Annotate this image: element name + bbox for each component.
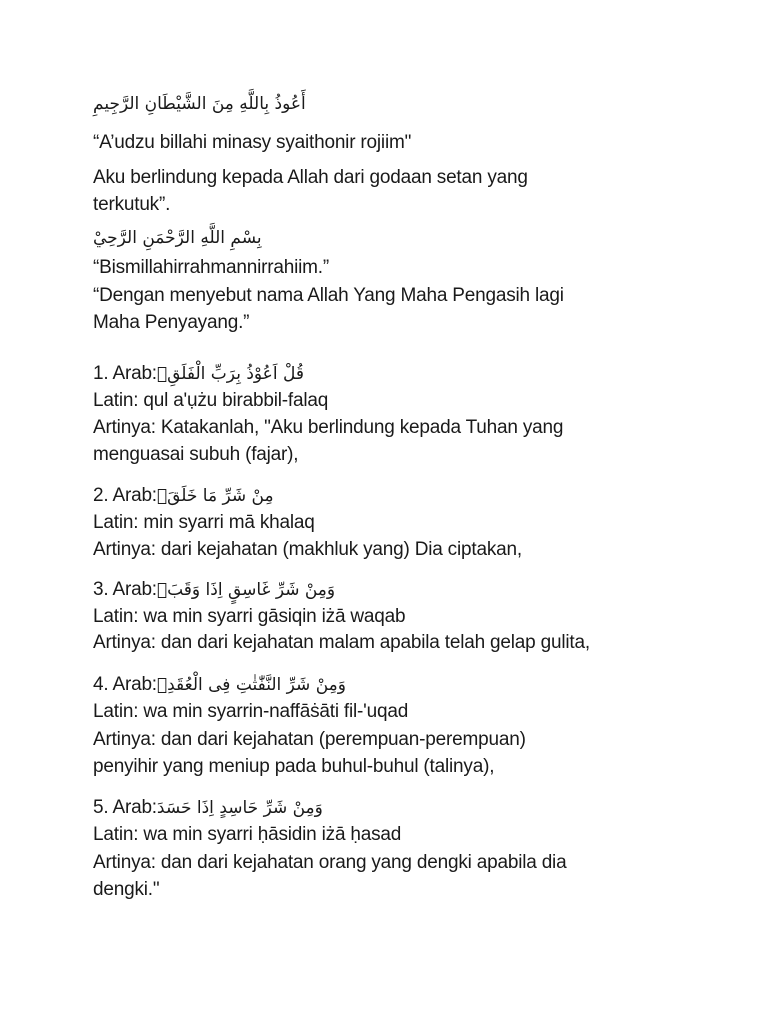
verse-label: 3. Arab: <box>93 579 157 600</box>
arabic-text: وَمِنْ شَرِّ غَاسِقٍ اِذَا وَقَبَۙ <box>156 580 336 600</box>
verse-5-meaning-line-2: dengki." <box>93 879 160 900</box>
verse-5-latin: Latin: wa min syarri ḥāsidin iżā ḥasad <box>93 824 402 845</box>
arabic-text: أَعُوذُ بِاللَّهِ مِنَ الشَّيْطَانِ الرَّجِيمِ <box>93 94 306 114</box>
verse-1-meaning-line-1: Artinya: Katakanlah, "Aku berlindung kepada Tuhan yang <box>93 417 564 438</box>
verse-3-latin: Latin: wa min syarri gāsiqin iżā waqab <box>93 606 406 627</box>
arabic-text: بِسْمِ اللَّهِ الرَّحْمَنِ الرَّحِيْ <box>93 228 262 248</box>
verse-4-meaning-line-1: Artinya: dan dari kejahatan (perempuan-perempuan) <box>93 729 526 750</box>
verse-4-latin: Latin: wa min syarrin-naffāṡāti fil-'uqad <box>93 701 409 722</box>
arabic-text: مِنْ شَرِّ مَا خَلَقَۙ <box>156 486 274 506</box>
verse-label: 1. Arab: <box>93 363 157 384</box>
basmalah-meaning-line-2: Maha Penyayang.” <box>93 312 250 333</box>
verse-1-meaning-line-2: menguasai subuh (fajar), <box>93 444 299 465</box>
verse-3-meaning-line-1: Artinya: dan dari kejahatan malam apabila telah gelap gulita, <box>93 632 590 653</box>
taawudz-latin: “A’udzu billahi minasy syaithonir rojiim" <box>93 132 412 153</box>
verse-2-latin: Latin: min syarri mā khalaq <box>93 512 315 533</box>
verse-label: 4. Arab: <box>93 674 157 695</box>
verse-5-arab <box>93 796 323 820</box>
basmalah-meaning-line-1: “Dengan menyebut nama Allah Yang Maha Pengasih lagi <box>93 285 564 306</box>
arabic-text: وَمِنْ شَرِّ حَاسِدٍ اِذَا حَسَدَ <box>156 798 323 818</box>
taawudz-meaning-line-2: terkutuk”. <box>93 194 171 215</box>
verse-4-arab <box>93 673 346 697</box>
basmalah-latin: “Bismillahirrahmannirrahiim.” <box>93 257 329 278</box>
arabic-text: قُلْ اَعُوْذُ بِرَبِّ الْفَلَقِۙ <box>156 364 304 384</box>
arabic-text: وَمِنْ شَرِّ النَّفّٰثٰتِ فِى الْعُقَدِۙ <box>156 675 346 695</box>
basmalah-arabic <box>93 224 262 252</box>
taawudz-arabic <box>93 90 306 118</box>
verse-2-meaning-line-1: Artinya: dari kejahatan (makhluk yang) Dia ciptakan, <box>93 539 522 560</box>
verse-2-arab <box>93 484 274 508</box>
verse-3-arab <box>93 578 335 602</box>
verse-label: 2. Arab: <box>93 485 157 506</box>
verse-1-arab <box>93 362 304 386</box>
verse-1-latin: Latin: qul a'ụżu birabbil-falaq <box>93 390 329 411</box>
verse-label: 5. Arab: <box>93 797 157 818</box>
verse-5-meaning-line-1: Artinya: dan dari kejahatan orang yang dengki apabila dia <box>93 852 567 873</box>
taawudz-meaning-line-1: Aku berlindung kepada Allah dari godaan setan yang <box>93 167 528 188</box>
verse-4-meaning-line-2: penyihir yang meniup pada buhul-buhul (talinya), <box>93 756 495 777</box>
